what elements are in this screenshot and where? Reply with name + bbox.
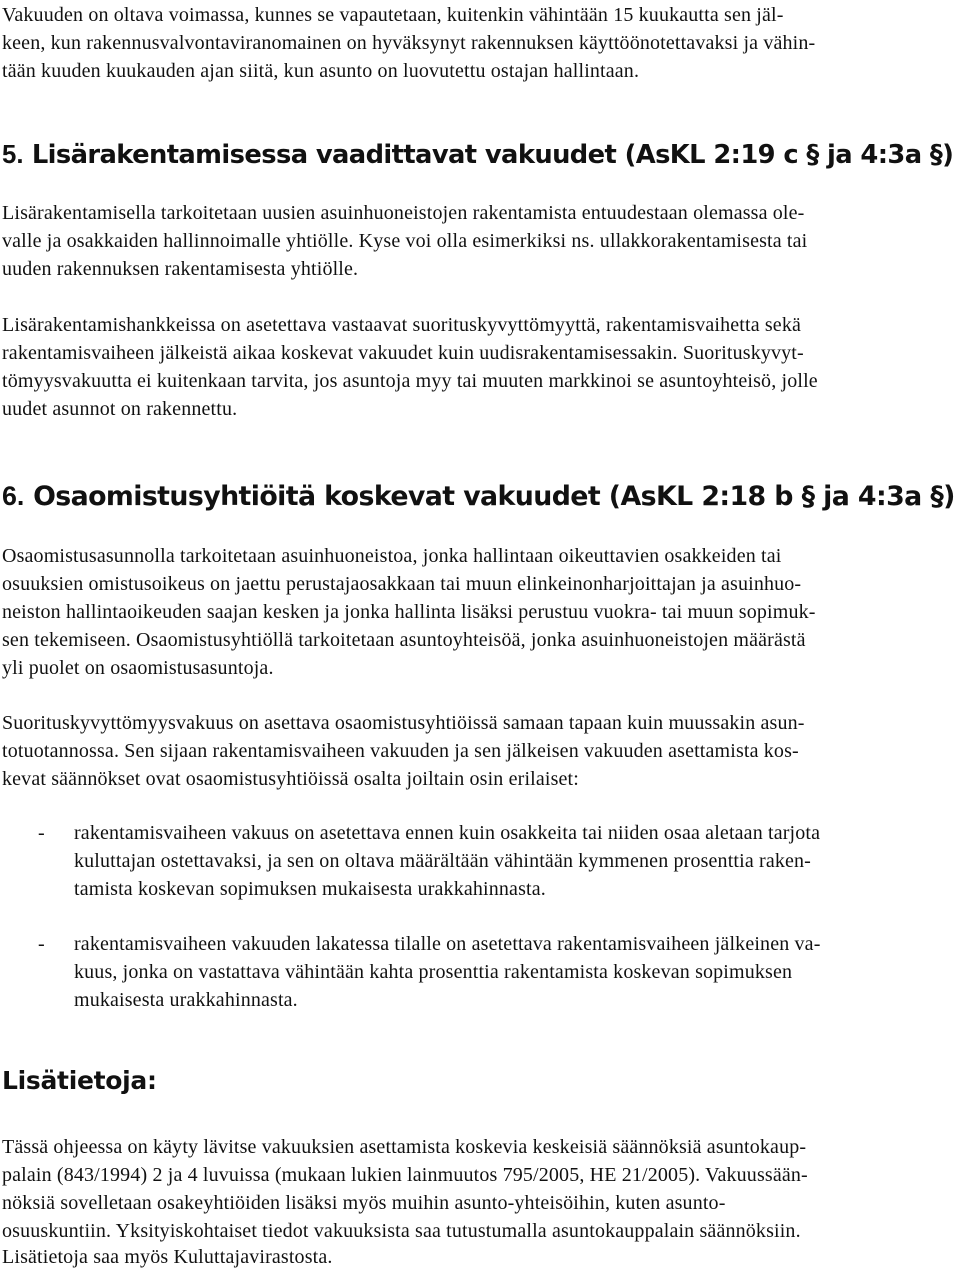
text-line: rakentamisvaiheen vakuuden lakatessa tilalle on asetettava rakentamisvaiheen jälkeinen va-	[74, 933, 821, 955]
text-line: tamista koskevan sopimuksen mukaisesta urakkahinnasta.	[74, 878, 546, 900]
text-line: kuus, jonka on vastattava vähintään kahta prosenttia rakentamista koskevan sopimuksen	[74, 961, 793, 983]
text-line: Vakuuden on oltava voimassa, kunnes se vapautetaan, kuitenkin vähintään 15 kuukautta sen jäl-	[2, 4, 784, 26]
text-line: uuden rakennuksen rakentamisesta yhtiölle.	[2, 258, 359, 280]
text-line: mukaisesta urakkahinnasta.	[74, 989, 298, 1011]
section-number: 5.	[2, 141, 24, 169]
text-line: osuuskuntiin. Yksityiskohtaiset tiedot vakuuksista saa tutustumalla asuntokauppalain säännöksiin.	[2, 1220, 801, 1242]
text-line: neiston hallintaoikeuden saajan kesken ja jonka hallinta lisäksi perustuu vuokra- tai muun sopimuk-	[2, 601, 816, 623]
text-line: totuotannossa. Sen sijaan rakentamisvaiheen vakuuden ja sen jälkeisen vakuuden asettamista kos-	[2, 740, 799, 762]
text-line: rakentamisvaiheen jälkeistä aikaa koskevat vakuudet kuin uudisrakentamisessakin. Suorituskyvyt-	[2, 342, 804, 364]
text-line: Lisärakentamisella tarkoitetaan uusien asuinhuoneistojen rakentamista entuudestaan olemassa ole-	[2, 202, 805, 224]
text-line: yli puolet on osaomistusasuntoja.	[2, 657, 274, 679]
text-line: Lisärakentamishankkeissa on asetettava vastaavat suorituskyvyttömyyttä, rakentamisvaihetta sekä	[2, 314, 802, 336]
additional-info-heading: Lisätietoja:	[2, 1066, 157, 1095]
text-line: kuluttajan ostettavaksi, ja sen on oltava määrältään vähintään kymmenen prosenttia raken-	[74, 850, 811, 872]
dash-marker: -	[38, 822, 45, 844]
section-title: Lisärakentamisessa vaadittavat vakuudet (AsKL 2:19 c § ja 4:3a §)	[31, 140, 954, 170]
text-line: Suorituskyvyttömyysvakuus on asettava osaomistusyhtiöissä samaan tapaan kuin muussakin asun-	[2, 712, 805, 734]
text-line: rakentamisvaiheen vakuus on asetettava ennen kuin osakkeita tai niiden osaa aletaan tarjota	[74, 822, 821, 844]
text-line: tään kuuden kuukauden ajan siitä, kun asunto on luovutettu ostajan hallintaan.	[2, 60, 640, 82]
section-title: Osaomistusyhtiöitä koskevat vakuudet (AsKL 2:18 b § ja 4:3a §)	[33, 481, 955, 512]
text-line: Osaomistusasunnolla tarkoitetaan asuinhuoneistoa, jonka hallintaan oikeuttavien osakkeiden tai	[2, 545, 782, 567]
dash-marker: -	[38, 933, 45, 955]
text-line: kevat säännökset ovat osaomistusyhtiöissä osalta joiltain osin erilaiset:	[2, 768, 579, 790]
section-6-heading	[2, 478, 955, 515]
text-line: valle ja osakkaiden hallinnoimalle yhtiölle. Kyse voi olla esimerkiksi ns. ullakkorakentamisesta tai	[2, 230, 808, 252]
text-line: osuuksien omistusoikeus on jaettu perustajaosakkaan tai muun elinkeinonharjoittajan ja asuinhuo-	[2, 573, 802, 595]
section-number: 6.	[2, 481, 25, 511]
section-5-heading	[2, 137, 953, 173]
text-line: uudet asunnot on rakennettu.	[2, 398, 238, 420]
text-line: Tässä ohjeessa on käyty lävitse vakuuksien asettamista koskevia keskeisiä säännöksiä asuntokaup-	[2, 1136, 807, 1158]
text-line: tömyysvakuutta ei kuitenkaan tarvita, jos asuntoja myy tai muuten markkinoi se asuntoyhteisö, jolle	[2, 370, 818, 392]
text-line: keen, kun rakennusvalvontaviranomainen on hyväksynyt rakennuksen käyttöönotettavaksi ja vähin-	[2, 32, 816, 54]
text-line: sen tekemiseen. Osaomistusyhtiöllä tarkoitetaan asuntoyhteisöä, jonka asuinhuoneistojen määrästä	[2, 629, 806, 651]
text-line: nöksiä sovelletaan osakeyhtiöiden lisäksi myös muihin asunto-yhteisöihin, kuten asunto-	[2, 1192, 726, 1214]
text-line: Lisätietoja saa myös Kuluttajavirastosta.	[2, 1246, 333, 1268]
text-line: palain (843/1994) 2 ja 4 luvuissa (mukaan lukien lainmuutos 795/2005, HE 21/2005). Vakuussään-	[2, 1164, 808, 1186]
